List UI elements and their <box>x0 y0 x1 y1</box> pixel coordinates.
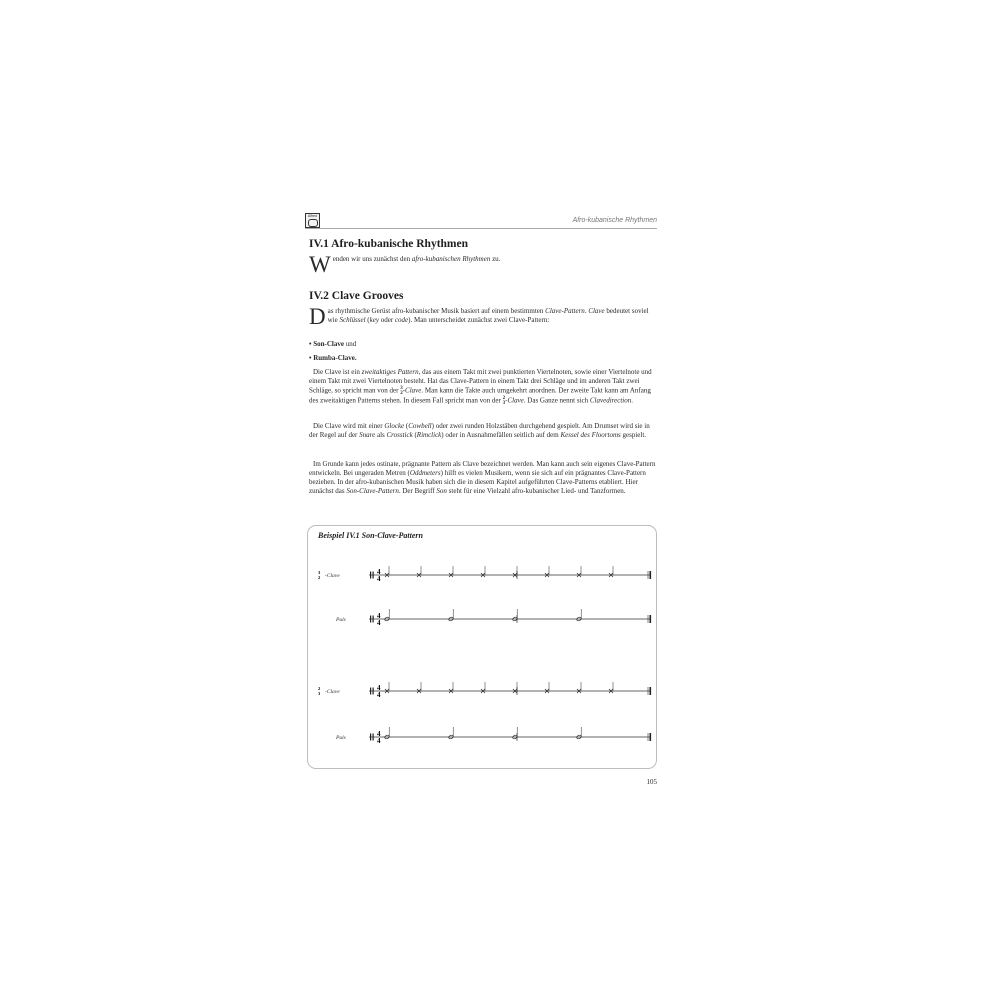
percussion-clef-icon <box>373 572 374 579</box>
text-run: zweitaktiges Pattern <box>361 368 419 376</box>
text-run: . Man kann die Takte auch umgekehrt anordnen. Der zweite Takt kann am Anfang des zweitaktigen Patterns stehen. In diesem Fall spricht man von der <box>309 386 651 405</box>
text-run: Schlüssel <box>339 316 366 325</box>
text-run: oder <box>378 316 395 325</box>
bullet-suffix: und <box>343 340 357 348</box>
percussion-clef-icon <box>373 688 374 695</box>
bullet-label: Son-Clave <box>313 340 344 348</box>
clave-fraction-top: 3 <box>318 570 321 575</box>
text-run: ( <box>365 316 370 325</box>
text-run: -Clave <box>505 396 524 405</box>
staff-label: Puls <box>336 735 346 741</box>
fraction-top: 2 <box>502 396 506 402</box>
clave-fraction-top: 2 <box>318 686 321 691</box>
text-run: Crosstick <box>386 431 413 440</box>
section-heading-2: IV.2 Clave Grooves <box>309 290 404 302</box>
bullet-suffix: . <box>354 354 357 362</box>
text-run: enden wir uns zunächst den <box>332 255 412 263</box>
time-signature-top: 4 <box>377 684 381 692</box>
final-barline <box>650 571 652 579</box>
text-run: . Das Ganze nennt sich <box>523 396 590 405</box>
percussion-clef-icon <box>373 616 374 623</box>
text-run: Clavedirection <box>589 396 632 405</box>
time-signature-top: 4 <box>377 612 381 620</box>
text-run: steht für eine Vielzahl afro-kubanischer Lied- und Tanzformen. <box>446 487 626 496</box>
percussion-clef-icon <box>370 688 371 695</box>
section1-paragraph <box>309 252 657 277</box>
logo-text: Alfred <box>307 214 318 218</box>
percussion-clef-icon <box>370 572 371 579</box>
notation-score <box>308 526 656 768</box>
bullet-dot-icon: • <box>309 340 312 348</box>
text-run: . <box>584 307 589 315</box>
text-run: key <box>369 316 379 325</box>
text-run: . Der Begriff <box>398 487 437 496</box>
text-run: Rimclick <box>416 431 442 440</box>
publisher-logo <box>305 213 320 228</box>
page-number: 105 <box>646 778 657 786</box>
text-run: ) oder zwei runden Holzstäben durchgehend gespielt. Am Drumset wird sie in der Regel auf der <box>309 422 650 440</box>
text-run: code <box>394 316 409 325</box>
text-run: ( <box>412 431 417 440</box>
time-signature-bottom: 4 <box>377 691 381 699</box>
book-page <box>305 210 657 800</box>
text-run: Clave-Pattern <box>545 307 585 315</box>
section2-paragraph-4 <box>309 460 657 496</box>
bullet-label: Rumba-Clave <box>313 354 355 362</box>
text-run: ( <box>404 422 409 430</box>
example-box <box>307 525 657 769</box>
percussion-clef-icon <box>370 616 371 623</box>
section2-paragraph-2 <box>309 368 657 406</box>
text-run: Son <box>436 487 447 496</box>
running-head: Afro-kubanische Rhythmen <box>572 217 657 224</box>
text-run: Im Grunde kann jedes ostinate, prägnante Pattern als Clave bezeichnet werden. Man kann auch sein eigenes Clave-Pattern entwickeln. Bei ungeraden Metren ( <box>309 460 656 478</box>
text-run: bedeutet soviel wie <box>327 307 649 325</box>
example-title: Beispiel IV.1 Son-Clave-Pattern <box>318 531 423 540</box>
time-signature-bottom: 4 <box>377 619 381 627</box>
dropcap: D <box>309 304 326 329</box>
text-run: as rhythmische Gerüst afro-kubanischer Musik basiert auf einem bestimmten <box>327 307 546 315</box>
section2-paragraph-1 <box>309 304 657 329</box>
staff-label: -Clave <box>325 573 340 579</box>
text-run: ) hilft es vielen Musikern, wenn sie sich auf ein prägnantes Clave-Pattern beziehen. In der afro-kubanischen Musik haben sich die in diesem Kapitel aufgeführten Clave-Patterns etabliert. Hier zunächst das <box>309 469 646 496</box>
bullet-rumba-clave <box>309 354 357 362</box>
percussion-clef-icon <box>373 734 374 741</box>
time-signature-top: 4 <box>377 568 381 576</box>
section2-paragraph-3 <box>309 422 657 440</box>
fraction-bottom: 3 <box>502 401 506 407</box>
final-barline <box>650 687 652 695</box>
text-run: Die Clave wird mit einer <box>313 422 385 430</box>
bullet-dot-icon: • <box>309 354 312 362</box>
section-heading-1: IV.1 Afro-kubanische Rhythmen <box>309 238 469 250</box>
staff-label: Puls <box>336 617 346 623</box>
text-run: als <box>375 431 387 440</box>
text-run: Cowbell <box>408 422 432 430</box>
clave-fraction-bottom: 3 <box>318 691 321 696</box>
bullet-son-clave <box>309 340 356 348</box>
text-run: afro-kubanischen Rhythmen <box>411 255 491 263</box>
text-run: Son-Clave-Pattern <box>346 487 399 496</box>
time-signature-bottom: 4 <box>377 737 381 745</box>
time-signature-top: 4 <box>377 730 381 738</box>
text-run: zu. <box>490 255 501 263</box>
clave-fraction-bottom: 2 <box>318 575 321 580</box>
text-run: Die Clave ist ein <box>313 368 362 376</box>
final-barline <box>650 733 652 741</box>
dropcap: W <box>309 252 331 277</box>
text-run: -Clave <box>402 386 422 395</box>
final-barline <box>650 615 652 623</box>
text-run: . <box>631 396 633 405</box>
staff-label: -Clave <box>325 689 340 695</box>
text-run: Oddmeters <box>409 469 441 478</box>
time-signature-bottom: 4 <box>377 575 381 583</box>
text-run: ) oder in Ausnahmefällen seitlich auf dem <box>441 431 561 440</box>
text-run: Kessel des Floortoms <box>560 431 621 440</box>
text-run: ). Man unterscheidet zunächst zwei Clave-Pattern: <box>408 316 550 325</box>
text-run: Clave <box>588 307 605 315</box>
text-run: , das aus einem Takt mit zwei punktierten Viertelnoten, sowie einer Viertelnote und einem Takt mit zwei Viertelnoten besteht. Hat das Clave-Pattern in einem Takt drei Schläge und im anderen Takt zwei Schläge, so spricht man von der <box>309 368 652 395</box>
percussion-clef-icon <box>370 734 371 741</box>
fraction-bottom: 2 <box>400 391 403 397</box>
text-run: Snare <box>359 431 376 440</box>
text-run: gespielt. <box>620 431 647 440</box>
staff-group <box>318 566 651 745</box>
logo-mark-icon <box>308 219 318 227</box>
fraction-top: 3 <box>400 386 403 392</box>
text-run: Glocke <box>384 422 405 430</box>
header-rule <box>305 228 657 229</box>
